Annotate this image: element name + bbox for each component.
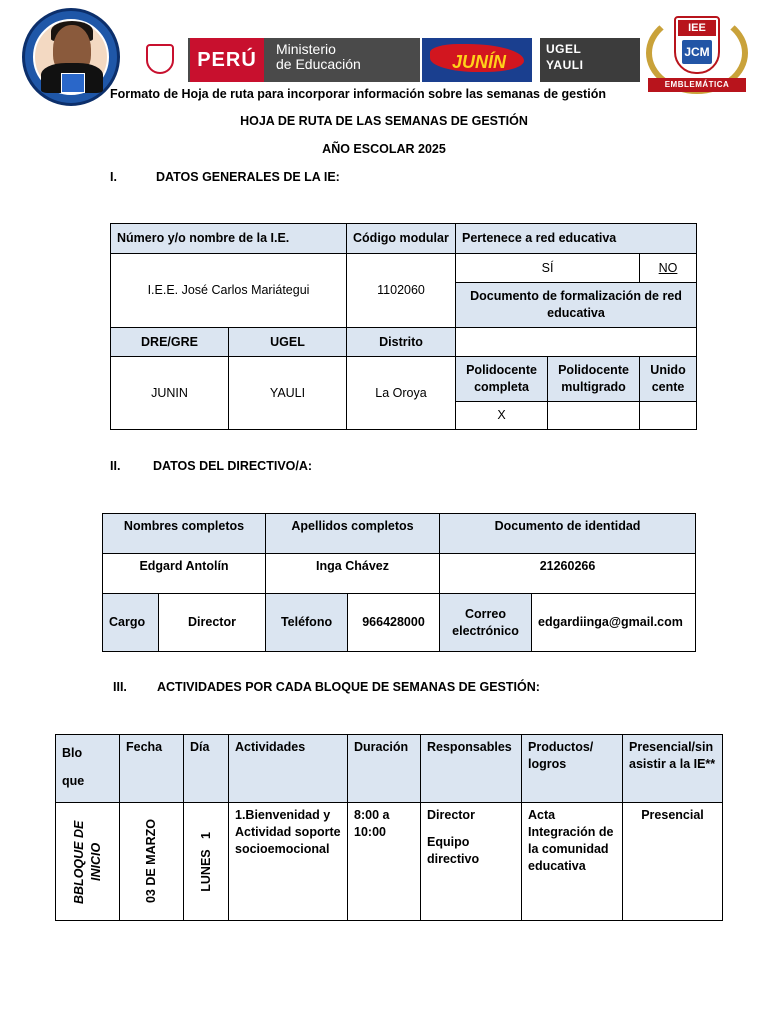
header-polidocente-multigrado: Polidocente multigrado [548,357,640,402]
doc-formalizacion-red: Documento de formalización de red educativa [456,283,697,328]
school-year: AÑO ESCOLAR 2025 [322,142,446,156]
header-dia: Día [184,735,229,803]
section1-title: DATOS GENERALES DE LA IE: [156,170,340,184]
ugel-cell: YAULI [229,357,347,430]
blank-cell [456,328,697,357]
document-subtitle: Formato de Hoja de ruta para incorporar información sobre las semanas de gestión [110,87,606,101]
header-dre-gre: DRE/GRE [111,328,229,357]
red-si-cell: SÍ [456,254,640,283]
header-bloque: Blo que [56,735,120,803]
header-responsables: Responsables [421,735,522,803]
peru-coat-of-arms-icon [132,38,188,82]
iee-jcm-crest-logo: IEE JCM EMBLEMÁTICA [642,8,752,98]
unidocente-cell [640,402,697,430]
junin-logo: JUNÍN [422,38,532,82]
nombres-cell: Edgard Antolín [103,554,266,594]
header-telefono: Teléfono [266,594,348,652]
header-actividades: Actividades [229,735,348,803]
cargo-cell: Director [159,594,266,652]
header-red-educativa: Pertenece a red educativa [456,224,697,254]
duracion-cell: 8:00 a 10:00 [348,803,421,921]
header-codigo-modular: Código modular [347,224,456,254]
minedu-logo [132,38,420,82]
header-cargo: Cargo [103,594,159,652]
fecha-cell: 03 DE MARZO [120,803,184,921]
actividad-cell: 1.Bienvenidad y Actividad soporte socioemocional [229,803,348,921]
header-nombre-ie: Número y/o nombre de la I.E. [111,224,347,254]
apellidos-cell: Inga Chávez [266,554,440,594]
header-fecha: Fecha [120,735,184,803]
ie-name-cell: I.E.E. José Carlos Mariátegui [111,254,347,328]
header-distrito: Distrito [347,328,456,357]
header-apellidos: Apellidos completos [266,514,440,554]
activities-table [55,734,723,921]
section3-title: ACTIVIDADES POR CADA BLOQUE DE SEMANAS DE GESTIÓN: [157,680,540,694]
ugel-yauli-logo: UGEL YAULI [534,38,640,82]
header-productos: Productos/ logros [522,735,623,803]
document-title: HOJA DE RUTA DE LAS SEMANAS DE GESTIÓN [240,114,528,128]
dre-cell: JUNIN [111,357,229,430]
codigo-modular-cell: 1102060 [347,254,456,328]
section3-number: III. [113,680,127,694]
general-data-table [110,223,697,430]
header-duracion: Duración [348,735,421,803]
header-documento: Documento de identidad [440,514,696,554]
section1-number: I. [110,170,117,184]
header-correo: Correo electrónico [440,594,532,652]
presencial-cell: Presencial [623,803,723,921]
responsables-cell: Director Equipo directivo [421,803,522,921]
header-presencial: Presencial/sin asistir a la IE** [623,735,723,803]
school-seal-logo [22,8,120,106]
dni-cell: 21260266 [440,554,696,594]
header-unidocente: Unido cente [640,357,697,402]
header-nombres: Nombres completos [103,514,266,554]
productos-cell: Acta Integración de la comunidad educativa [522,803,623,921]
distrito-cell: La Oroya [347,357,456,430]
ministerio-label: Ministerio de Educación [276,41,361,72]
polidocente-completa-cell: X [456,402,548,430]
telefono-cell: 966428000 [348,594,440,652]
correo-cell: edgardiinga@gmail.com [532,594,696,652]
dia-cell: LUNES 1 [184,803,229,921]
peru-label: PERÚ [190,38,264,82]
bloque-cell: BBLOQUE DE INICIO [56,803,120,921]
section2-title: DATOS DEL DIRECTIVO/A: [153,459,313,473]
polidocente-multigrado-cell [548,402,640,430]
section2-number: II. [110,459,121,473]
header-ugel: UGEL [229,328,347,357]
header-polidocente-completa: Polidocente completa [456,357,548,402]
director-table [102,513,696,652]
red-no-cell: NO [640,254,697,283]
